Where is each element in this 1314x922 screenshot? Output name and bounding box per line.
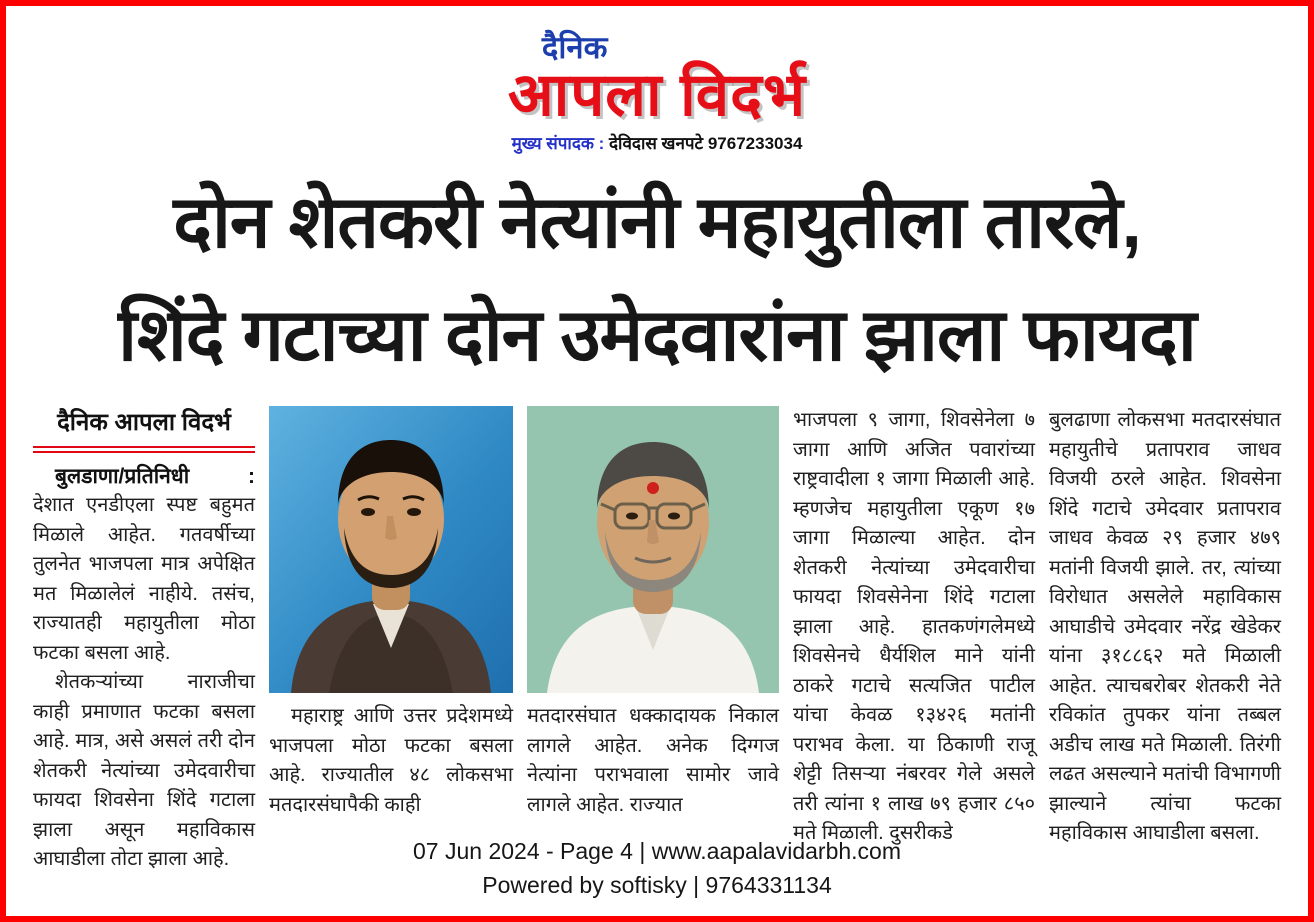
- masthead: [6, 32, 1308, 152]
- photo-column-1: [269, 406, 513, 820]
- col1-paragraph-2: शेतकऱ्यांच्या नाराजीचा काही प्रमाणात फटका बसला आहे. मात्र, असे असलं तरी दोन शेतकरी नेत्यांच्या उमेदवारीचा फायदा शिवसेना शिंदे गटाला झाला असून महाविकास आघाडीला तोटा झाला आहे.: [33, 671, 255, 870]
- headline-line-1: दोन शेतकरी नेत्यांनी महायुतीला तारले,: [173, 182, 1141, 263]
- masthead-title: आपला विदर्भ: [507, 61, 807, 128]
- masthead-inner: [507, 30, 807, 128]
- headline-line-2: शिंदे गटाच्या दोन उमेदवारांना झाला फायदा: [118, 295, 1196, 376]
- red-double-rule: [33, 446, 255, 453]
- editor-value: देविदास खनपटे 9767233034: [609, 134, 803, 153]
- col1-paragraph-1: देशात एनडीएला स्पष्ट बहुमत मिळाले आहेत. गतवर्षीच्या तुलनेत भाजपला मात्र अपेक्षित मत मिळालेलं नाहीये. तसंच, राज्यातही महायुतीला मोठा फटका बसला आहे.: [33, 494, 255, 664]
- candidate-photo-1: [269, 406, 513, 693]
- photo-column-2: [527, 406, 779, 820]
- dateline: [33, 462, 255, 492]
- col3-paragraph: भाजपला ९ जागा, शिवसेनेला ७ जागा आणि अजित पवारांच्या राष्ट्रवादीला १ जागा मिळाली आहे. म्हणजेच महायुतीला एकूण १७ जागा मिळाल्या आहेत. दोन शेतकरी नेत्यांच्या उमेदवारीचा फायदा शिवसेनेना शिंदे गटाला झाला आहे. हातकणंगलेमध्ये शिवसेनचे धैर्यशिल माने यांनी ठाकरे गटाचे सत्यजित पाटील यांचा केवळ १३४२६ मतांनी पराभव केला. या ठिकाणी राजू शेट्टी तिसऱ्या नंबरवर गेले असले तरी त्यांना १ लाख ७९ हजार ८५० मते मिळाली. दुसरीकडे: [793, 409, 1035, 844]
- column-1: [33, 406, 255, 875]
- photo-caption-1: महाराष्ट्र आणि उत्तर प्रदेशमध्ये भाजपला मोठा फटका बसला आहे. राज्यातील ४८ लोकसभा मतदारसंघापैकी काही: [269, 705, 513, 816]
- editor-line: [6, 135, 1308, 152]
- dateline-text: बुलडाणा/प्रतिनिधी: [55, 464, 190, 488]
- section-header: दैनिक आपला विदर्भ: [57, 409, 231, 436]
- main-headline: [16, 166, 1298, 392]
- footer-line-2: Powered by softisky | 9764331134: [482, 872, 832, 898]
- editor-label: मुख्य संपादक :: [511, 134, 605, 153]
- col4-paragraph: बुलढाणा लोकसभा मतदारसंघात महायुतीचे प्रतापराव जाधव विजयी ठरले आहेत. शिवसेना शिंदे गटाचे उमेदवार प्रतापराव जाधव केवळ २९ हजार ४७९ मतांनी विजयी झाले. तर, त्यांच्या विरोधात असलेले महाविकास आघाडीचे उमेदवार नरेंद्र खेडेकर यांना ३१८८६२ मते मिळाली आहेत. त्याचबरोबर शेतकरी नेते रविकांत तुपकर यांना तब्बल अडीच लाख मते मिळाली. तिरंगी लढत असल्याने मतांची विभागणी झाल्याने त्यांचा फटका महाविकास आघाडीला बसला.: [1049, 409, 1281, 844]
- candidate-photo-2: [527, 406, 779, 693]
- column-4: [1049, 406, 1281, 849]
- page-footer: [6, 834, 1308, 902]
- dateline-colon: :: [248, 464, 255, 488]
- article-columns: [6, 406, 1308, 875]
- photo-caption-2: मतदारसंघात धक्कादायक निकाल लागले आहेत. अनेक दिग्गज नेत्यांना पराभवाला सामोर जावे लागले आहेत. राज्यात: [527, 705, 779, 816]
- footer-line-1: 07 Jun 2024 - Page 4 | www.aapalavidarbh.com: [413, 838, 901, 864]
- masthead-tagline: दैनिक: [541, 30, 608, 65]
- column-3: [793, 406, 1035, 849]
